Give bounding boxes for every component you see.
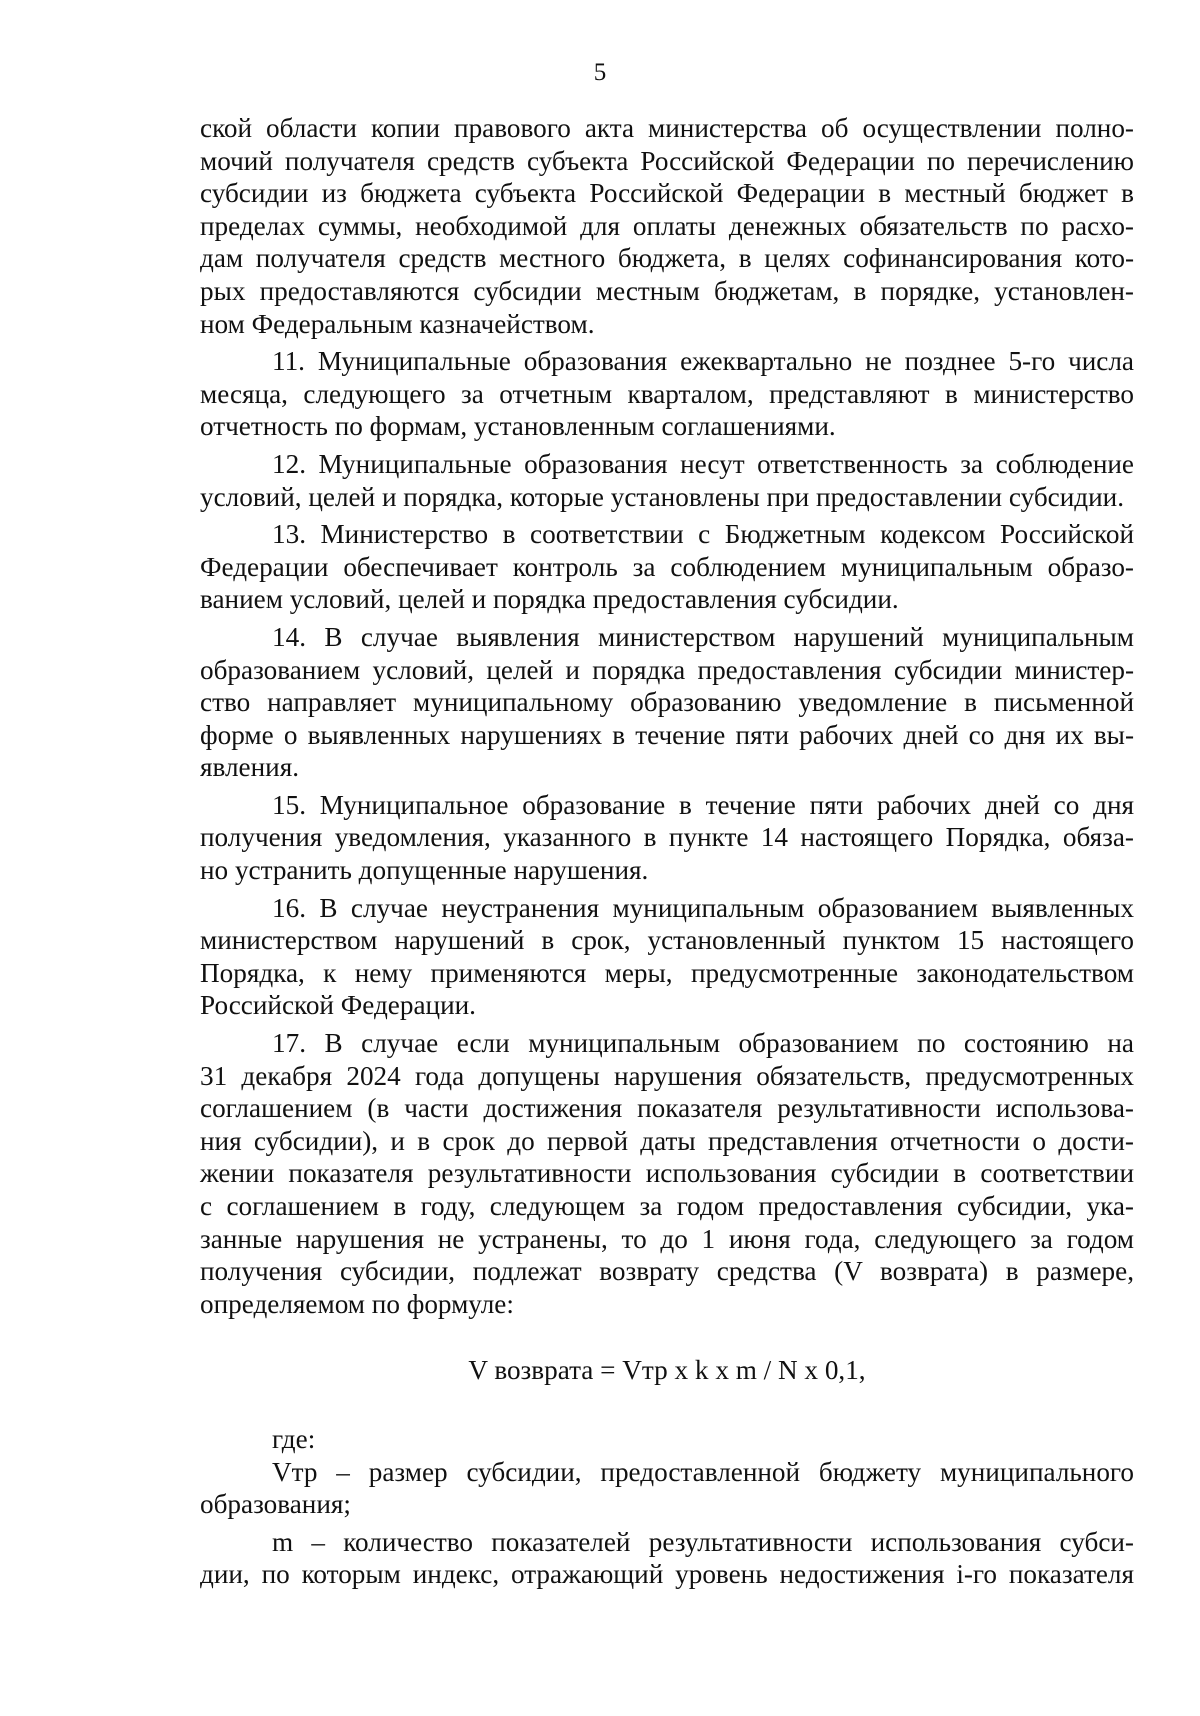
text-line: с соглашением в году, следующем за годом предоставления субсидии, ука- (200, 1191, 1134, 1221)
text-line: ном Федеральным казначейством. (200, 308, 595, 339)
paragraph-17-line: 17. В случае если муниципальным образованием по состоянию на (272, 1028, 1134, 1059)
where-label: где: (272, 1423, 316, 1454)
text-line: субсидии из бюджета субъекта Российской Федерации в местный бюджет в (200, 178, 1134, 209)
text-line: ния субсидии), и в срок до первой даты представления отчетности о дости- (200, 1125, 1134, 1156)
text-line: условий, целей и порядка, которые установлены при предоставлении субсидии. (200, 481, 1125, 512)
text-line: ство направляет муниципальному образованию уведомление в письменной (200, 687, 1134, 718)
text-line: ванием условий, целей и порядка предоставления субсидии. (200, 584, 899, 615)
paragraph-15-line: 15. Муниципальное образование в течение пяти рабочих дней со дня (272, 789, 1134, 820)
text-line: образования; (200, 1489, 351, 1520)
document-body (200, 112, 1134, 1591)
definition-vtr-line: Vтр – размер субсидии, предоставленной бюджету муниципального (272, 1456, 1134, 1487)
text-line: соглашением (в части достижения показателя результативности использова- (200, 1093, 1134, 1124)
text-line: министерством нарушений в срок, установленный пунктом 15 настоящего (200, 925, 1134, 956)
paragraph-14-line: 14. В случае выявления министерством нарушений муниципальным (272, 621, 1134, 652)
definition-m-line: m – количество показателей результативности использования субси- (272, 1526, 1134, 1557)
text-line: получения субсидии, подлежат возврату средства (V возврата) в размере, (200, 1256, 1134, 1287)
text-line: форме о выявленных нарушениях в течение пяти рабочих дней со дня их вы- (200, 719, 1134, 750)
text-line: жении показателя результативности использования субсидии в соответствии (200, 1158, 1134, 1189)
text-line: занные нарушения не устранены, то до 1 июня года, следующего за годом (200, 1223, 1134, 1254)
paragraph-13-line: 13. Министерство в соответствии с Бюджетным кодексом Российской (272, 519, 1134, 550)
text-line: явления. (200, 752, 300, 783)
paragraph-12-line: 12. Муниципальные образования несут ответственность за соблюдение (272, 448, 1134, 479)
text-line: ской области копии правового акта министерства об осуществлении полно- (200, 113, 1134, 143)
text-line: Федерации обеспечивает контроль за соблюдением муниципальным образо- (200, 551, 1134, 582)
text-line: получения уведомления, указанного в пункте 14 настоящего Порядка, обяза- (200, 822, 1134, 853)
text-line: образованием условий, целей и порядка предоставления субсидии министер- (200, 654, 1134, 685)
text-line: но устранить допущенные нарушения. (200, 855, 649, 886)
text-line: Российской Федерации. (200, 990, 476, 1021)
page-number: 5 (593, 59, 607, 86)
text-line: 31 декабря 2024 года допущены нарушения обязательств, предусмотренных (200, 1060, 1134, 1091)
text-line: дам получателя средств местного бюджета, в целях софинансирования кото- (200, 243, 1134, 274)
text-line: Порядка, к нему применяются меры, предусмотренные законодательством (200, 957, 1134, 988)
text-line: дии, по которым индекс, отражающий уровень недостижения i-го показателя (200, 1559, 1134, 1590)
text-line: месяца, следующего за отчетным кварталом, представляют в министерство (200, 378, 1134, 409)
return-formula: V возврата = Vтр x k x m / N x 0,1, (468, 1355, 866, 1386)
paragraph-11-line: 11. Муниципальные образования ежеквартально не позднее 5-го числа (272, 346, 1134, 377)
text-line: определяемом по формуле: (200, 1288, 514, 1319)
paragraph-16-line: 16. В случае неустранения муниципальным образованием выявленных (272, 892, 1134, 923)
text-line: отчетность по формам, установленным соглашениями. (200, 411, 836, 442)
text-line: мочий получателя средств субъекта Российской Федерации по перечислению (200, 145, 1134, 176)
text-line: пределах суммы, необходимой для оплаты денежных обязательств по расхо- (200, 210, 1134, 241)
text-line: рых предоставляются субсидии местным бюджетам, в порядке, установлен- (200, 275, 1134, 306)
